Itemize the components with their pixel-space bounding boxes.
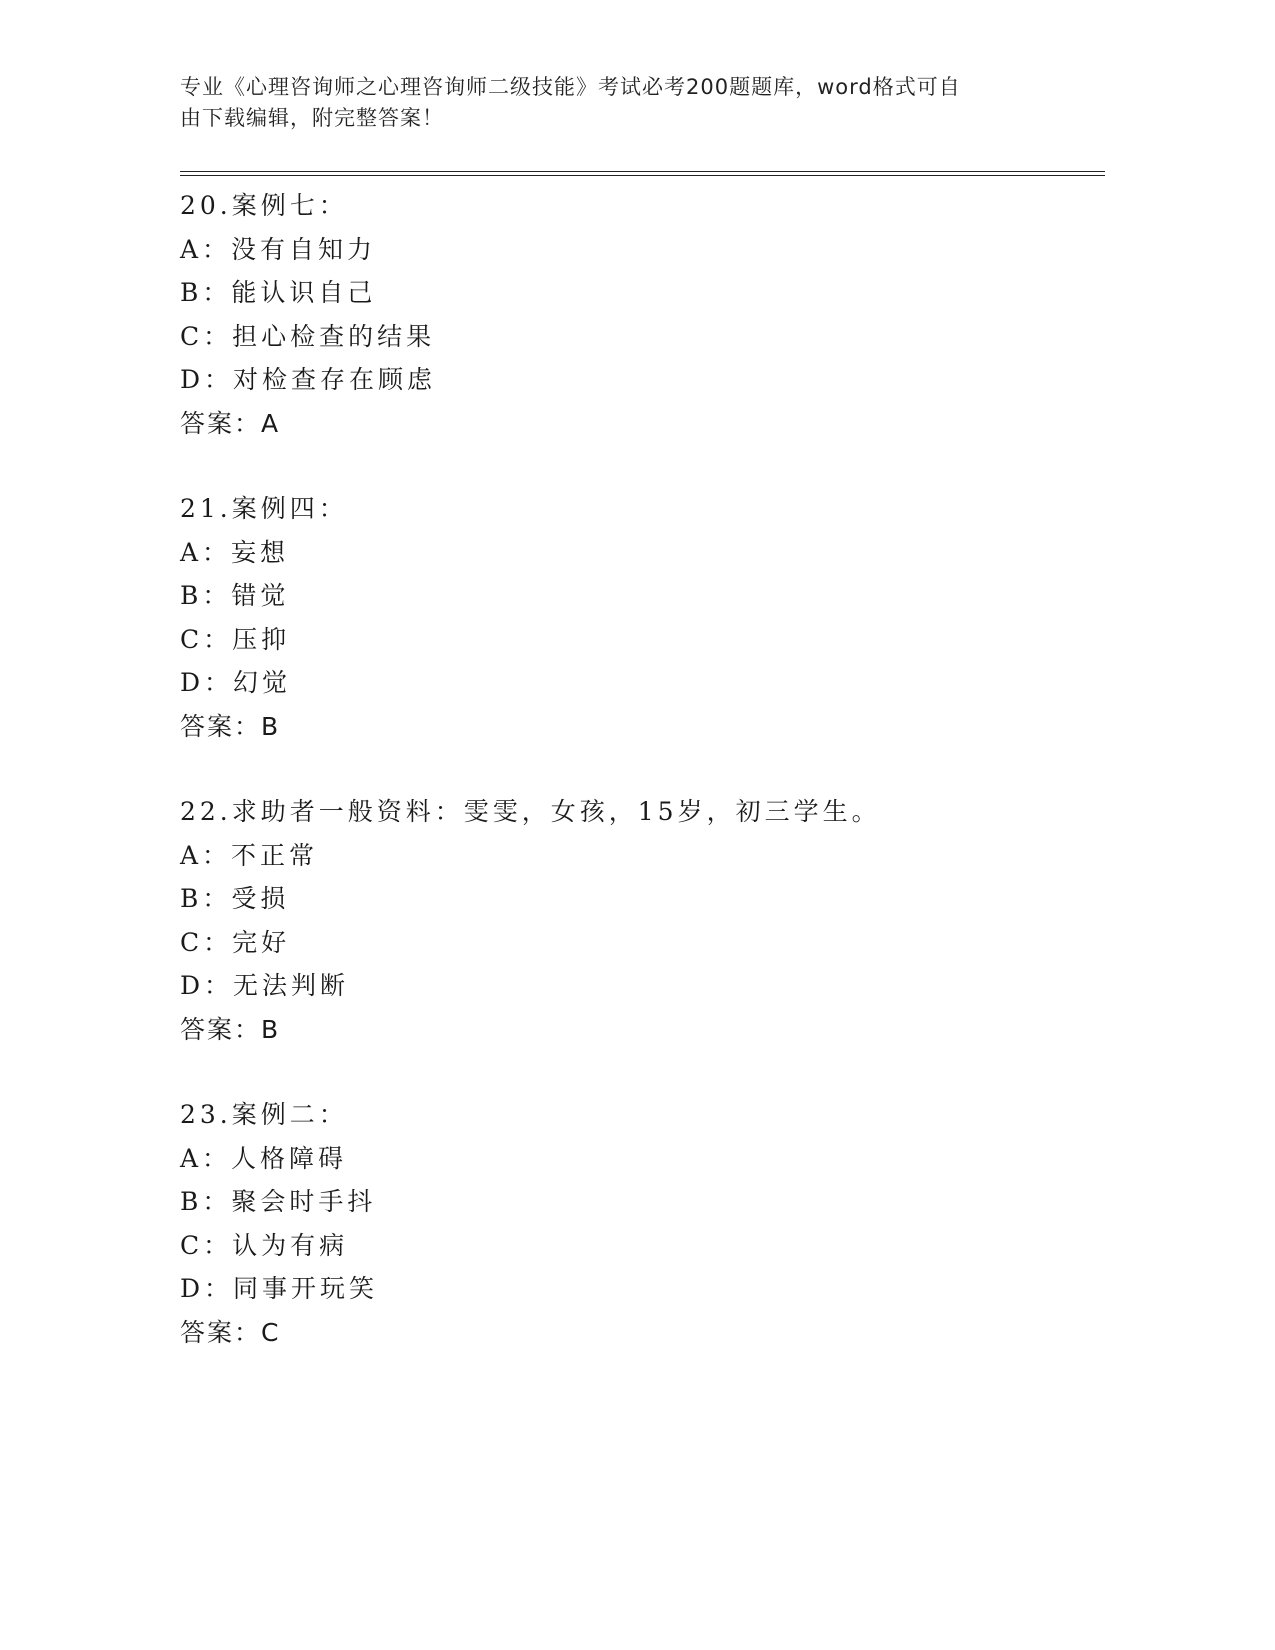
- option-a: A：不正常: [180, 840, 319, 870]
- question-list: [180, 184, 1105, 1396]
- option-d: D：对检查存在顾虑: [180, 365, 437, 394]
- option-b: B：受损: [180, 884, 290, 913]
- question-item: [180, 487, 1105, 748]
- answer-label: 答案：A: [180, 408, 281, 438]
- option-b: B：能认识自己: [180, 278, 377, 307]
- option-b: B：聚会时手抖: [180, 1187, 377, 1216]
- header-line-2: 由下载编辑，附完整答案！: [180, 106, 444, 130]
- option-c: C：认为有病: [180, 1230, 349, 1260]
- option-d: D：幻觉: [180, 668, 292, 697]
- question-item: [180, 1093, 1105, 1354]
- header-line-1: 专业《心理咨询师之心理咨询师二级技能》考试必考200题题库，word格式可自: [180, 75, 961, 99]
- question-item: [180, 184, 1105, 445]
- answer-label: 答案：C: [180, 1317, 281, 1347]
- option-a: A：妄想: [180, 537, 290, 567]
- option-d: D：同事开玩笑: [180, 1274, 379, 1303]
- document-header: [180, 72, 1040, 134]
- question-stem: 21.案例四：: [180, 494, 348, 523]
- question-item: [180, 790, 1105, 1051]
- option-c: C：压抑: [180, 624, 291, 654]
- option-b: B：错觉: [180, 581, 290, 610]
- header-divider-top: [180, 171, 1105, 172]
- question-stem: 22.求助者一般资料：雯雯，女孩，15岁，初三学生。: [180, 797, 881, 826]
- header-divider-bottom: [180, 175, 1105, 176]
- option-d: D：无法判断: [180, 971, 350, 1000]
- option-a: A：人格障碍: [180, 1143, 348, 1173]
- answer-label: 答案：B: [180, 711, 281, 741]
- question-stem: 20.案例七：: [180, 191, 348, 220]
- option-c: C：担心检查的结果: [180, 321, 436, 351]
- answer-label: 答案：B: [180, 1014, 281, 1044]
- question-stem: 23.案例二：: [180, 1100, 348, 1129]
- option-c: C：完好: [180, 927, 291, 957]
- option-a: A：没有自知力: [180, 234, 377, 264]
